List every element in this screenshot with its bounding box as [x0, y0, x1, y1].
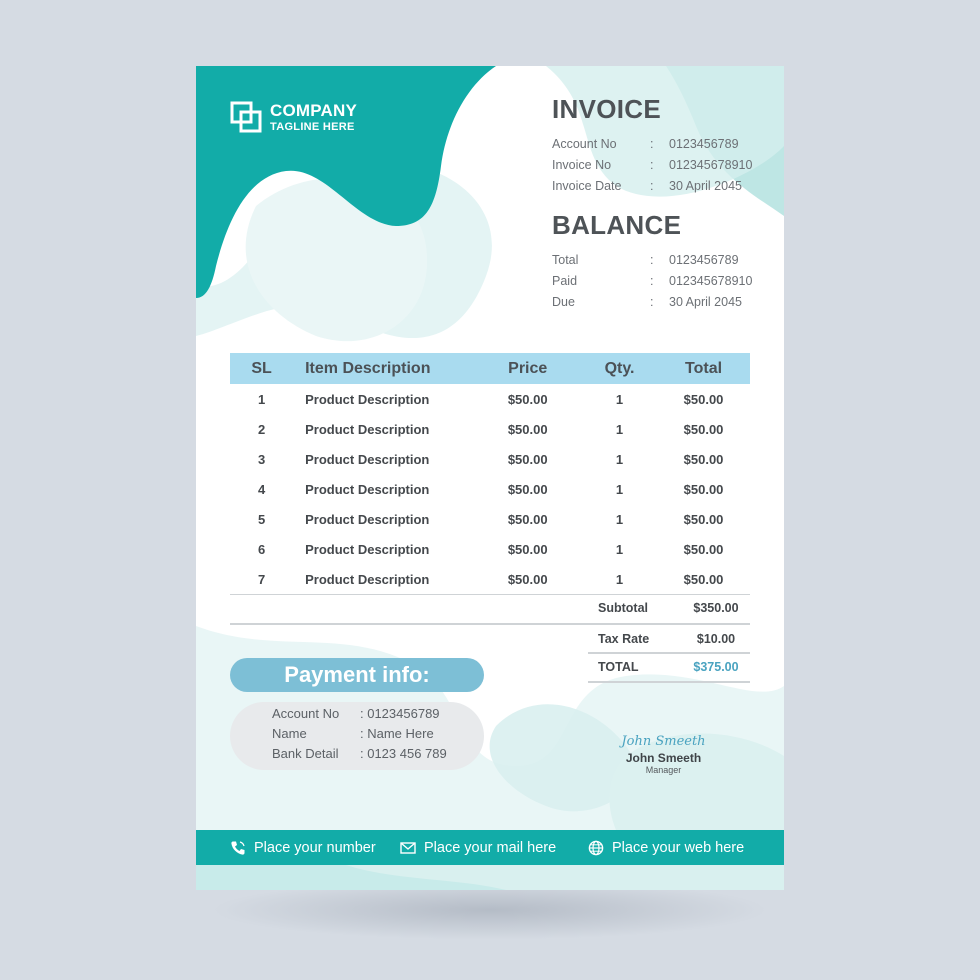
tax-row — [588, 625, 749, 653]
payment-label: Account No — [272, 706, 340, 721]
balance-row — [552, 270, 782, 291]
payment-label: Bank Detail — [272, 746, 339, 761]
footer-web — [588, 840, 744, 856]
info-label: Invoice No — [552, 157, 612, 172]
info-separator: : — [650, 252, 654, 267]
table-row — [230, 384, 750, 414]
row-description: Product Description — [305, 421, 430, 437]
balance-row — [552, 249, 782, 270]
row-sl: 5 — [257, 511, 266, 527]
row-total: $50.00 — [683, 511, 724, 527]
row-sl: 3 — [257, 451, 266, 467]
table-row — [230, 414, 750, 444]
header-sl: SL — [230, 353, 293, 384]
row-sl: 1 — [257, 391, 266, 407]
row-qty: 1 — [615, 451, 624, 467]
payment-label: Name — [272, 726, 307, 741]
invoice-row — [552, 133, 782, 154]
balance-title: BALANCE — [552, 210, 682, 240]
globe-icon — [588, 840, 604, 856]
table-row — [230, 504, 750, 534]
payment-value: : 0123 456 789 — [360, 746, 447, 761]
header-qty: Qty. — [582, 353, 657, 384]
row-description: Product Description — [305, 451, 430, 467]
invoice-row — [552, 175, 782, 196]
footer-mail — [400, 840, 556, 856]
phone-icon — [230, 840, 246, 856]
payment-value: : 0123456789 — [360, 706, 440, 721]
footer-phone — [230, 840, 376, 856]
row-total: $50.00 — [683, 391, 724, 407]
info-value: 0123456789 — [669, 252, 739, 267]
row-sl: 7 — [230, 564, 293, 595]
table-body — [230, 384, 750, 595]
row-sl: 6 — [257, 541, 266, 557]
row-total: $50.00 — [683, 481, 724, 497]
table-row — [230, 444, 750, 474]
items-table — [230, 353, 750, 595]
info-separator: : — [650, 294, 654, 309]
signature-role: Manager — [645, 765, 682, 775]
row-sl: 2 — [257, 421, 266, 437]
total-row — [588, 653, 749, 681]
signature-script: John Smeeth — [621, 734, 706, 749]
logo-squares-icon — [230, 100, 264, 134]
info-label: Paid — [552, 273, 578, 288]
balance-info — [552, 210, 782, 312]
company-logo — [230, 100, 357, 134]
tax-value: $10.00 — [696, 632, 736, 646]
payment-info-title: Payment info: — [230, 658, 484, 692]
info-label: Due — [552, 294, 575, 309]
row-price: $50.00 — [507, 421, 548, 437]
total-label: TOTAL — [598, 660, 639, 674]
row-qty: 1 — [615, 421, 624, 437]
info-value: 0123456789 — [669, 136, 739, 151]
info-label: Account No — [552, 136, 617, 151]
row-qty: 1 — [615, 541, 624, 557]
company-name: COMPANY — [270, 100, 358, 120]
header-total: Total — [657, 353, 750, 384]
footer-web-text: Place your web here — [612, 839, 745, 856]
row-qty: 1 — [615, 511, 624, 527]
footer-phone-text: Place your number — [254, 839, 376, 856]
row-qty: 1 — [582, 564, 657, 595]
subtotal-value: $350.00 — [693, 601, 739, 615]
row-total: $50.00 — [657, 564, 750, 595]
divider — [588, 681, 750, 683]
table-row — [230, 564, 750, 595]
signature-block — [616, 734, 711, 775]
row-price: $50.00 — [507, 511, 548, 527]
info-value: 30 April 2045 — [669, 178, 742, 193]
row-description: Product Description — [305, 541, 430, 557]
row-description: Product Description — [293, 564, 473, 595]
row-total: $50.00 — [683, 541, 724, 557]
subtotal-label: Subtotal — [598, 601, 648, 615]
payment-row — [272, 726, 434, 741]
total-value: $375.00 — [693, 660, 739, 674]
invoice-page — [196, 66, 784, 890]
tax-label: Tax Rate — [598, 632, 650, 646]
company-tagline: TAGLINE HERE — [270, 120, 355, 133]
row-price: $50.00 — [507, 391, 548, 407]
payment-row — [272, 746, 447, 761]
row-price: $50.00 — [507, 541, 548, 557]
invoice-info — [552, 94, 782, 196]
row-total: $50.00 — [683, 421, 724, 437]
info-separator: : — [650, 157, 654, 172]
info-separator: : — [650, 273, 654, 288]
info-value: 01234567891​0 — [669, 157, 753, 172]
table-row — [230, 534, 750, 564]
info-label: Total — [552, 252, 579, 267]
balance-row — [552, 291, 782, 312]
info-separator: : — [650, 178, 654, 193]
table-header-row — [230, 353, 750, 384]
invoice-title: INVOICE — [552, 94, 662, 124]
row-price: $50.00 — [507, 451, 548, 467]
payment-row — [272, 706, 440, 721]
signature-name: John Smeeth — [625, 751, 702, 765]
invoice-row — [552, 154, 782, 175]
mail-icon — [400, 841, 416, 855]
row-description: Product Description — [305, 481, 430, 497]
row-qty: 1 — [615, 481, 624, 497]
row-price: $50.00 — [473, 564, 582, 595]
header-description: Item Description — [293, 353, 473, 384]
row-sl: 4 — [257, 481, 266, 497]
row-description: Product Description — [305, 391, 430, 407]
info-label: Invoice Date — [552, 178, 622, 193]
row-qty: 1 — [615, 391, 624, 407]
footer-mail-text: Place your mail here — [424, 839, 557, 856]
table-row — [230, 474, 750, 504]
payment-value: : Name Here — [360, 726, 434, 741]
row-total: $50.00 — [683, 451, 724, 467]
contact-footer — [196, 830, 784, 865]
info-separator: : — [650, 136, 654, 151]
row-description: Product Description — [305, 511, 430, 527]
info-value: 30 April 2045 — [669, 294, 742, 309]
header-price: Price — [473, 353, 582, 384]
row-price: $50.00 — [507, 481, 548, 497]
subtotal-row — [588, 594, 749, 622]
info-value: 012345678910 — [669, 273, 753, 288]
